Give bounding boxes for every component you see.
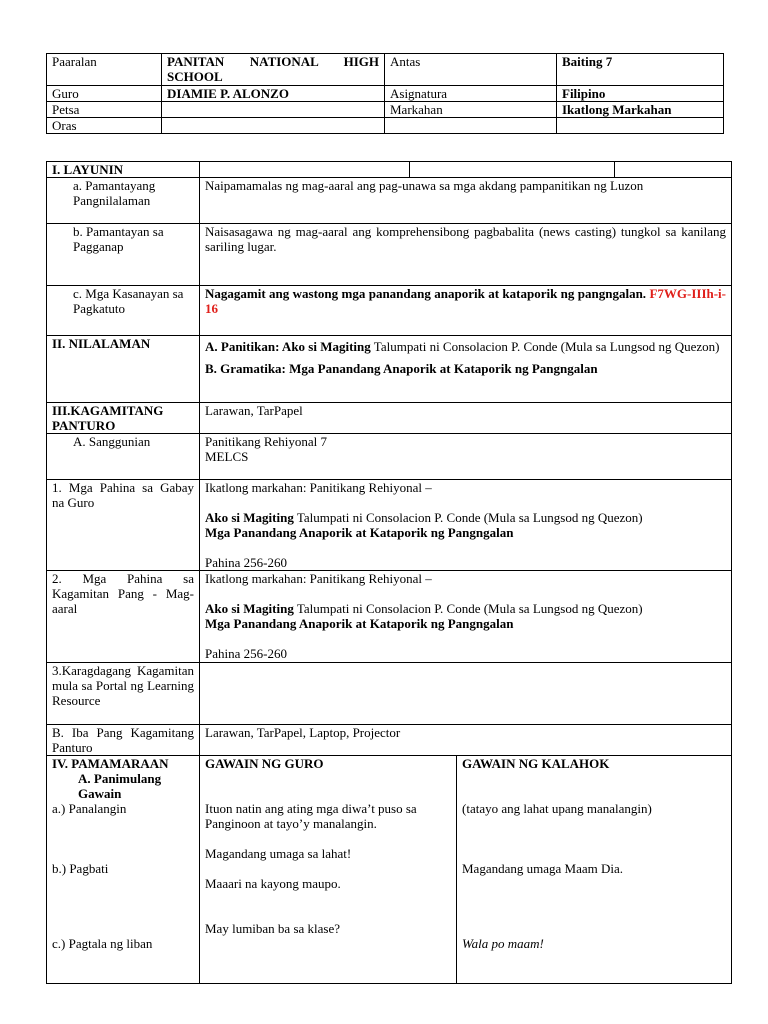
liban-guro: May lumiban ba sa klase? — [205, 921, 341, 936]
header-table — [46, 53, 724, 134]
kagamitan-heading: III.KAGAMITANG PANTURO — [47, 403, 200, 434]
pagbati-guro-2: Maaari na kayong maupo. — [205, 876, 341, 891]
nilalaman-cell — [200, 336, 732, 403]
kagamitan-heading-text: Larawan, TarPapel — [200, 403, 732, 434]
pamantayan-pagganap-label: b. Pamantayan sa Pagganap — [47, 224, 200, 286]
sanggunian-line1: Panitikang Rehiyonal 7 — [205, 434, 328, 449]
value-guro: DIAMIE P. ALONZO — [162, 86, 385, 102]
portal-label: 3.Karagdagang Kagamitan mula sa Portal ng Learning Resource — [47, 663, 200, 725]
value-asignatura: Filipino — [557, 86, 724, 102]
kagamitan-magaaral-label: 2. Mga Pahina sa Kagamitan Pang - Mag-aaral — [47, 571, 200, 663]
gawain-guro-column — [200, 756, 457, 984]
gabay-guro-pahina: Pahina 256-260 — [205, 555, 287, 570]
pamantayang-pangnilalaman-label: a. Pamantayang Pangnilalaman — [47, 178, 200, 224]
pagbati-guro-1: Magandang umaga sa lahat! — [205, 846, 352, 861]
gabay-guro-gramatika: Mga Panandang Anaporik at Kataporik ng Pangngalan — [205, 525, 514, 540]
portal-value — [200, 663, 732, 725]
sanggunian-line2: MELCS — [205, 449, 249, 464]
pagtala-liban-label: c.) Pagtala ng liban — [52, 936, 153, 951]
pamamaraan-heading: IV. PAMAMARAAN — [52, 756, 169, 771]
magaaral-line1: Ikatlong markahan: Panitikang Rehiyonal – — [205, 571, 432, 586]
gawain-kalahok-column — [457, 756, 732, 984]
label-markahan: Markahan — [385, 102, 557, 118]
pamamaraan-labels — [47, 756, 200, 984]
gabay-guro-akda-author: Talumpati ni Consolacion P. Conde (Mula sa Lungsod ng Quezon) — [293, 510, 643, 525]
value-paaralan: PANITAN NATIONAL HIGH SCHOOL — [162, 54, 385, 86]
kagamitan-magaaral-cell — [200, 571, 732, 663]
sanggunian-cell — [200, 434, 732, 480]
gabay-guro-akda — [205, 510, 726, 525]
magaaral-akda-author: Talumpati ni Consolacion P. Conde (Mula sa Lungsod ng Quezon) — [293, 601, 643, 616]
panimulang-gawain: A. Panimulang Gawain — [78, 771, 162, 801]
sanggunian-label: A. Sanggunian — [47, 434, 200, 480]
panalangin-guro: Ituon natin ang ating mga diwa’t puso sa Panginoon at tayo’y manalangin. — [205, 801, 417, 831]
label-oras: Oras — [47, 118, 162, 134]
kasanayan-cell — [200, 286, 732, 336]
label-blank — [385, 118, 557, 134]
panitikan-author: Talumpati ni Consolacion P. Conde (Mula sa Lungsod ng Quezon) — [370, 339, 720, 354]
pamantayang-pangnilalaman-text: Naipamamalas ng mag-aaral ang pag-unawa sa mga akdang pampanitikan ng Luzon — [200, 178, 732, 224]
gabay-guro-akda-title: Ako si Magiting — [205, 510, 294, 525]
pagbati-label: b.) Pagbati — [52, 861, 109, 876]
gawain-guro-heading: GAWAIN NG GURO — [205, 756, 324, 771]
label-antas: Antas — [385, 54, 557, 86]
nilalaman-gramatika: B. Gramatika: Mga Panandang Anaporik at Kataporik ng Pangngalan — [205, 361, 598, 376]
value-markahan: Ikatlong Markahan — [557, 102, 724, 118]
panalangin-label: a.) Panalangin — [52, 801, 127, 816]
kasanayan-text: Nagagamit ang wastong mga panandang anaporik at kataporik ng pangngalan. — [205, 286, 647, 301]
iba-pang-kagamitan-text: Larawan, TarPapel, Laptop, Projector — [200, 725, 732, 756]
gabay-guro-cell — [200, 480, 732, 571]
nilalaman-panitikan — [205, 336, 726, 358]
magaaral-akda-title: Ako si Magiting — [205, 601, 294, 616]
kasanayan-code: F7WG-IIIh-i-16 — [205, 286, 726, 316]
magaaral-akda — [205, 601, 726, 616]
layunin-blank-2 — [410, 162, 615, 178]
layunin-blank-3 — [615, 162, 732, 178]
gabay-guro-label: 1. Mga Pahina sa Gabay na Guro — [47, 480, 200, 571]
lesson-plan-table — [46, 161, 732, 984]
liban-kalahok: Wala po maam! — [462, 936, 544, 951]
layunin-blank-1 — [200, 162, 410, 178]
gawain-kalahok-heading: GAWAIN NG KALAHOK — [462, 756, 610, 771]
layunin-heading: I. LAYUNIN — [47, 162, 200, 178]
label-petsa: Petsa — [47, 102, 162, 118]
iba-pang-kagamitan-label: B. Iba Pang Kagamitang Panturo — [47, 725, 200, 756]
pagbati-kalahok: Magandang umaga Maam Dia. — [462, 861, 624, 876]
value-oras — [162, 118, 385, 134]
label-asignatura: Asignatura — [385, 86, 557, 102]
panitikan-title: A. Panitikan: Ako si Magiting — [205, 339, 371, 354]
panalangin-kalahok: (tatayo ang lahat upang manalangin) — [462, 801, 652, 816]
value-petsa — [162, 102, 385, 118]
label-paaralan: Paaralan — [47, 54, 162, 86]
pamantayan-pagganap-text: Naisasagawa ng mag-aaral ang komprehensibong pagbabalita (news casting) tungkol sa kanilang sariling lugar. — [200, 224, 732, 286]
gabay-guro-line1: Ikatlong markahan: Panitikang Rehiyonal – — [205, 480, 432, 495]
kasanayan-label: c. Mga Kasanayan sa Pagkatuto — [47, 286, 200, 336]
magaaral-gramatika: Mga Panandang Anaporik at Kataporik ng Pangngalan — [205, 616, 514, 631]
nilalaman-heading: II. NILALAMAN — [47, 336, 200, 403]
value-antas: Baiting 7 — [557, 54, 724, 86]
value-blank — [557, 118, 724, 134]
magaaral-pahina: Pahina 256-260 — [205, 646, 287, 661]
label-guro: Guro — [47, 86, 162, 102]
